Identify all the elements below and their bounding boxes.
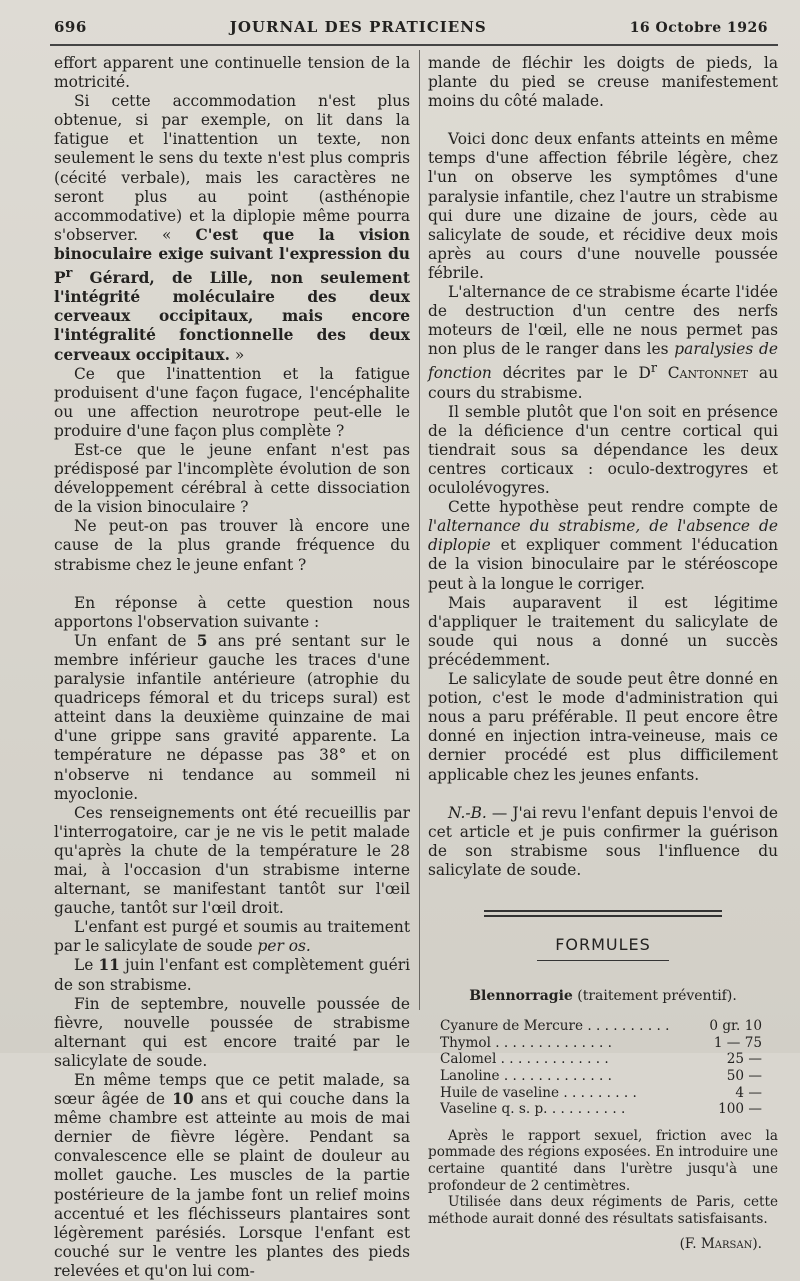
- ingredient-quantity: 100 —: [718, 1101, 762, 1118]
- header-rule: [50, 44, 778, 46]
- paragraph: Le salicylate de soude peut être donné en potion, c'est le mode d'administration qui nous a paru préférable. Il peut encore être donné en injection intra-veineuse, mais ce dernier procédé est plus difficilement applicable chez les jeunes enfants.: [428, 670, 778, 784]
- paragraph: Voici donc deux enfants atteints en même temps d'une affection fébrile légère, chez l'un on observe les symptômes d'une paralysie infantile, chez l'autre un strabisme qui dure une dizaine de jours, cède au salicylate de soude, et récidive deux mois après au cours d'une nouvelle poussée fébrile.: [428, 130, 778, 282]
- paragraph: Il semble plutôt que l'on soit en présence de la déficience d'un centre cortical qui tiendrait sous sa dépendance les deux centres corticaux : oculo-dextrogyres et oculolévogyres.: [428, 402, 778, 498]
- ingredient-name: Huile de vaseline . . . . . . . . .: [440, 1084, 637, 1101]
- paragraph: L'enfant est purgé et soumis au traitement par le salicylate de soude per os.: [54, 918, 410, 956]
- paragraph: Un enfant de 5 ans pré sentant sur le membre inférieur gauche les traces d'une paralysie infantile antérieure (atrophie du quadriceps fémoral et du triceps sural) est atteint dans la deuxième quinzaine de mai d'une grippe sans gravité apparente. La température ne dépasse pas 38° et on n'observe ni tendance au sommeil ni myoclonie.: [54, 631, 410, 803]
- nb-label: N.-B.: [448, 803, 487, 822]
- ingredient-row: [440, 1068, 778, 1085]
- paragraph: Ce que l'inattention et la fatigue produisent d'une façon fugace, l'encéphalite ou une affection neurotrope peut-elle le produire d'une façon plus complète ?: [54, 364, 410, 440]
- column-divider: [419, 50, 420, 1010]
- ingredient-name: Cyanure de Mercure . . . . . . . . . .: [440, 1018, 670, 1035]
- ingredient-row: [440, 1085, 778, 1102]
- nb-paragraph: N.-B. — J'ai revu l'enfant depuis l'envoi de cet article et je puis confirmer la guérison de son strabisme sous l'influence du salicylate de soude.: [428, 803, 778, 879]
- paragraph: En même temps que ce petit malade, sa sœur âgée de 10 ans et qui couche dans la même chambre est atteinte au mois de mai dernier de fièvre légère. Pendant sa convalescence elle se plaint de douleur au mollet gauche. Les muscles de la partie postérieure de la jambe font un relief moins accentué et les fléchisseurs plantaires sont légèrement parésiés. Lorsque l'enfant est couché sur le ventre les plantes des pieds relevées et qu'on lui com-: [54, 1071, 410, 1280]
- title-rule: [537, 960, 669, 961]
- ingredient-name: Lanoline . . . . . . . . . . . . .: [440, 1067, 612, 1084]
- ingredient-quantity: 0 gr. 10: [709, 1018, 762, 1035]
- paragraph: Cette hypothèse peut rendre compte de l'alternance du strabisme, de l'absence de diplopie et expliquer comment l'éducation de la vision binoculaire par le stéréoscope peut à la longue le corriger.: [428, 498, 778, 593]
- recipe-title: Blennorragie (traitement préventif).: [469, 988, 737, 1005]
- ingredient-name: Thymol . . . . . . . . . . . . . .: [440, 1034, 612, 1051]
- paragraph: effort apparent une continuelle tension de la motricité.: [54, 54, 410, 92]
- paragraph: mande de fléchir les doigts de pieds, la plante du pied se creuse manifestement moins du côté malade.: [428, 54, 778, 111]
- section-double-rule: [484, 910, 722, 917]
- paragraph: Mais auparavent il est légitime d'appliquer le traitement du salicylate de soude qui nous a donné un succès précédemment.: [428, 593, 778, 669]
- issue-date: 16 Octobre 1926: [629, 20, 768, 36]
- ingredient-quantity: 4 —: [735, 1084, 762, 1101]
- ingredient-row: [440, 1101, 778, 1118]
- usage-note: Après le rapport sexuel, friction avec la pommade des régions exposées. En introduire une certaine quantité dans l'urètre jusqu'à une profondeur de 2 centimètres.: [428, 1127, 778, 1194]
- ingredient-row: [440, 1051, 778, 1068]
- quote-bold: C'est que la vision binoculaire exige suivant l'expression du $P^r$ Gérard, de Lille, non seulement l'intégrité moléculaire des deux cerveaux occipitaux, mais encore l'intégralité fonctionnelle des deux cerveaux occipitaux.: [54, 225, 411, 364]
- author-signature: (F. Marsan).: [679, 1236, 762, 1253]
- left-column: [54, 54, 410, 1281]
- paragraph: Ces renseignements ont été recueillis par l'interrogatoire, car je ne vis le petit malade qu'après la chute de la température le 28 mai, à l'occasion d'un strabisme interne alternant, se manifestant tantôt sur l'œil gauche, tantôt sur l'œil droit.: [54, 803, 410, 918]
- ingredient-row: [440, 1035, 778, 1052]
- paragraph: En réponse à cette question nous apportons l'observation suivante :: [54, 593, 410, 631]
- running-header: [54, 18, 768, 44]
- paragraph: Si cette accommodation n'est plus obtenue, si par exemple, on lit dans la fatigue et l'inattention un texte, non seulement le sens du texte n'est plus compris (cécité verbale), mais les caractères ne seront plus au point (asthénopie accommodative) et la diplopie même pourra s'observer. « C'est que la vision binoculaire exige suivant l'expression du $P^r$ Gérard, de Lille, non seulement l'intégrité moléculaire des deux cerveaux occipitaux, mais encore l'intégralité fonctionnelle des deux cerveaux occipitaux. »: [54, 92, 411, 364]
- formules-section: [428, 910, 778, 961]
- journal-title: JOURNAL DES PRATICIENS: [229, 18, 487, 36]
- paragraph: Est-ce que le jeune enfant n'est pas prédisposé par l'incomplète évolution de son développement cérébral à cette dissociation de la vision binoculaire ?: [54, 441, 410, 517]
- ingredient-row: [440, 1018, 778, 1035]
- ingredient-quantity: 25 —: [726, 1051, 762, 1068]
- ingredient-quantity: 1 — 75: [713, 1034, 762, 1051]
- usage-note: Utilisée dans deux régiments de Paris, cette méthode aurait donné des résultats satisfaisants.: [428, 1194, 778, 1227]
- ingredient-list: [440, 1018, 778, 1118]
- ingredient-quantity: 50 —: [726, 1067, 762, 1084]
- ingredient-name: Calomel . . . . . . . . . . . . .: [440, 1051, 609, 1068]
- paragraph: Le 11 juin l'enfant est complètement guéri de son strabisme.: [54, 956, 410, 994]
- right-column: [428, 54, 778, 1254]
- ingredient-name: Vaseline q. s. p. . . . . . . . . .: [440, 1101, 626, 1118]
- page-number: 696: [54, 18, 87, 36]
- section-title: FORMULES: [555, 934, 651, 954]
- paragraph: Fin de septembre, nouvelle poussée de fièvre, nouvelle poussée de strabisme alternant qui est encore traité par le salicylate de soude.: [54, 994, 410, 1070]
- paragraph: Ne peut-on pas trouver là encore une cause de la plus grande fréquence du strabisme chez le jeune enfant ?: [54, 517, 410, 574]
- paragraph: L'alternance de ce strabisme écarte l'idée de destruction d'un centre des nerfs moteurs de l'œil, elle ne nous permet pas non plus de le ranger dans les paralysies de fonction décrites par le $D^r$ Cantonnet au cours du strabisme.: [428, 283, 779, 402]
